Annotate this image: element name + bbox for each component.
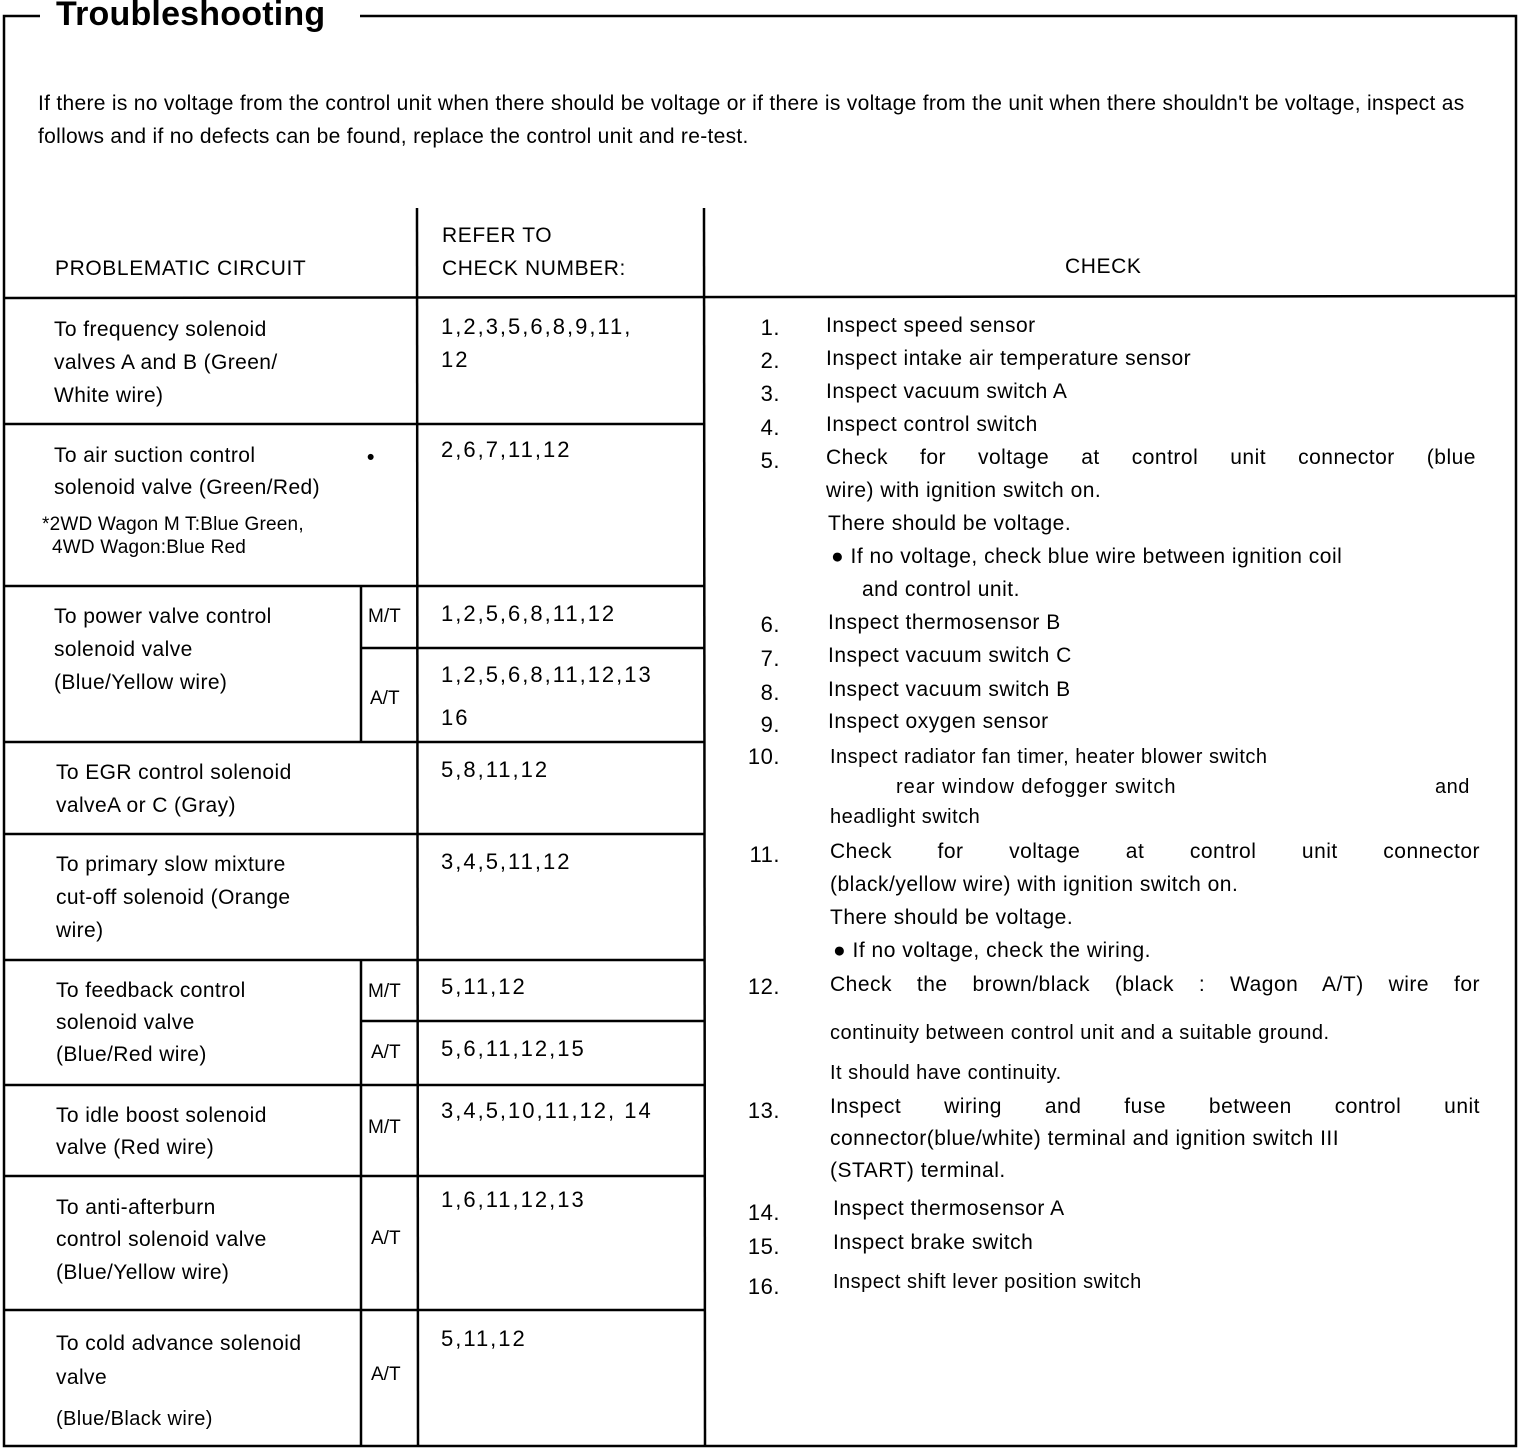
- check-text: Inspect vacuum switch C: [828, 644, 1072, 667]
- check-refs: 1,2,5,6,8,11,12,13: [441, 662, 653, 687]
- check-number: 13.: [747, 1098, 780, 1123]
- check-text: Inspect wiring and fuse between control unit: [830, 1095, 1480, 1118]
- check-text: wire) with ignition switch on.: [826, 479, 1102, 502]
- circuit-line: solenoid valve: [54, 638, 193, 661]
- check-text: Inspect oxygen sensor: [828, 710, 1049, 733]
- check-text: Inspect shift lever position switch: [833, 1271, 1142, 1293]
- check-text: Inspect thermosensor A: [833, 1197, 1065, 1220]
- circuit-line: To primary slow mixture: [56, 853, 286, 876]
- circuit-line: (Blue/Black wire): [56, 1408, 213, 1430]
- check-refs: 5,11,12: [441, 974, 527, 999]
- check-text: (START) terminal.: [830, 1159, 1006, 1182]
- intro-paragraph: If there is no voltage from the control unit when there should be voltage or if there is voltage from the unit when there shouldn't be voltage, inspect as follows and if no defects can be found, replace the control unit and re-test.: [38, 92, 1465, 148]
- check-text: ● If no voltage, check blue wire between ignition coil: [831, 545, 1343, 568]
- circuit-note: *2WD Wagon M T:Blue Green,: [42, 514, 304, 535]
- check-text: (black/yellow wire) with ignition switch on.: [830, 873, 1239, 896]
- check-refs: 5,11,12: [441, 1326, 527, 1351]
- check-number: 10.: [747, 744, 780, 769]
- circuit-line: To power valve control: [54, 605, 272, 628]
- transmission-label: A/T: [371, 1364, 401, 1385]
- check-refs: 3,4,5,10,11,12, 14: [441, 1098, 653, 1123]
- circuit-line: White wire): [54, 384, 164, 407]
- check-refs: 1,6,11,12,13: [441, 1187, 586, 1212]
- header-check: CHECK: [1065, 255, 1142, 278]
- check-text: Inspect speed sensor: [826, 314, 1036, 337]
- check-text: There should be voltage.: [830, 906, 1074, 929]
- transmission-label: A/T: [371, 1228, 401, 1249]
- transmission-label: A/T: [370, 688, 400, 709]
- check-text: headlight switch: [830, 806, 981, 828]
- check-number: 14.: [747, 1200, 780, 1225]
- check-refs: 16: [441, 705, 470, 730]
- circuit-line: To idle boost solenoid: [56, 1104, 267, 1127]
- check-text: Inspect brake switch: [833, 1231, 1034, 1254]
- page-title: Troubleshooting: [50, 0, 331, 34]
- check-text: continuity between control unit and a suitable ground.: [830, 1022, 1330, 1044]
- check-text: Check for voltage at control unit connector (blue: [826, 446, 1476, 469]
- check-refs: 3,4,5,11,12: [441, 849, 572, 874]
- circuit-line: valveA or C (Gray): [56, 794, 236, 817]
- transmission-label: M/T: [368, 606, 401, 627]
- check-refs: 5,6,11,12,15: [441, 1036, 586, 1061]
- circuit-line: To feedback control: [56, 979, 246, 1002]
- check-number: 16.: [747, 1274, 780, 1299]
- check-text: and: [1435, 776, 1470, 798]
- check-number: 6.: [760, 612, 780, 637]
- circuit-line: To anti-afterburn: [56, 1196, 216, 1219]
- check-number: 7.: [760, 646, 780, 671]
- check-number: 1.: [760, 315, 780, 340]
- check-text: Inspect thermosensor B: [828, 611, 1061, 634]
- check-text: Inspect intake air temperature sensor: [826, 347, 1192, 370]
- circuit-line: To EGR control solenoid: [56, 761, 292, 784]
- check-number: 5.: [760, 448, 780, 473]
- circuit-line: To air suction control: [54, 444, 256, 467]
- circuit-line: valve: [56, 1366, 108, 1389]
- circuit-line: wire): [56, 919, 104, 942]
- circuit-line: cut-off solenoid (Orange: [56, 886, 291, 909]
- transmission-label: M/T: [368, 1117, 401, 1138]
- check-text: Inspect radiator fan timer, heater blower switch: [830, 746, 1268, 768]
- check-refs: 1,2,3,5,6,8,9,11,: [441, 314, 633, 339]
- check-text: connector(blue/white) terminal and ignition switch III: [830, 1127, 1340, 1150]
- check-number: 4.: [760, 415, 780, 440]
- circuit-line: solenoid valve (Green/Red): [54, 476, 321, 499]
- check-number: 15.: [747, 1234, 780, 1259]
- circuit-line: valves A and B (Green/: [54, 351, 278, 374]
- circuit-line: To cold advance solenoid: [56, 1332, 302, 1355]
- check-refs: 5,8,11,12: [441, 757, 550, 782]
- check-text: It should have continuity.: [830, 1062, 1062, 1084]
- check-text: Check the brown/black (black : Wagon A/T) wire for: [830, 973, 1480, 996]
- header-check-number: CHECK NUMBER:: [442, 257, 626, 280]
- check-number: 12.: [747, 974, 780, 999]
- check-text: Inspect vacuum switch A: [826, 380, 1068, 403]
- check-number: 3.: [760, 381, 780, 406]
- check-text: Inspect vacuum switch B: [828, 678, 1071, 701]
- check-number: 2.: [760, 348, 780, 373]
- header-problematic-circuit: PROBLEMATIC CIRCUIT: [55, 257, 307, 280]
- check-text: Check for voltage at control unit connector: [830, 840, 1480, 863]
- check-text: and control unit.: [862, 578, 1020, 601]
- circuit-line: (Blue/Red wire): [56, 1043, 207, 1066]
- circuit-line: (Blue/Yellow wire): [54, 671, 228, 694]
- circuit-line: solenoid valve: [56, 1011, 195, 1034]
- check-text: There should be voltage.: [828, 512, 1072, 535]
- check-text: rear window defogger switch: [896, 776, 1177, 798]
- header-refer-to: REFER TO: [442, 224, 553, 247]
- circuit-line: control solenoid valve: [56, 1228, 267, 1251]
- check-text: ● If no voltage, check the wiring.: [833, 939, 1152, 962]
- check-number: 9.: [760, 712, 780, 737]
- check-text: Inspect control switch: [826, 413, 1038, 436]
- transmission-label: M/T: [368, 981, 401, 1002]
- check-number: 11.: [749, 842, 780, 867]
- check-refs: 1,2,5,6,8,11,12: [441, 601, 617, 626]
- circuit-line: (Blue/Yellow wire): [56, 1261, 230, 1284]
- check-number: 8.: [760, 680, 780, 705]
- note-marker: •: [367, 446, 375, 469]
- circuit-line: To frequency solenoid: [54, 318, 267, 341]
- circuit-note: 4WD Wagon:Blue Red: [52, 537, 247, 558]
- check-refs: 2,6,7,11,12: [441, 437, 572, 462]
- transmission-label: A/T: [371, 1042, 401, 1063]
- check-refs: 12: [441, 347, 470, 372]
- circuit-line: valve (Red wire): [56, 1136, 215, 1159]
